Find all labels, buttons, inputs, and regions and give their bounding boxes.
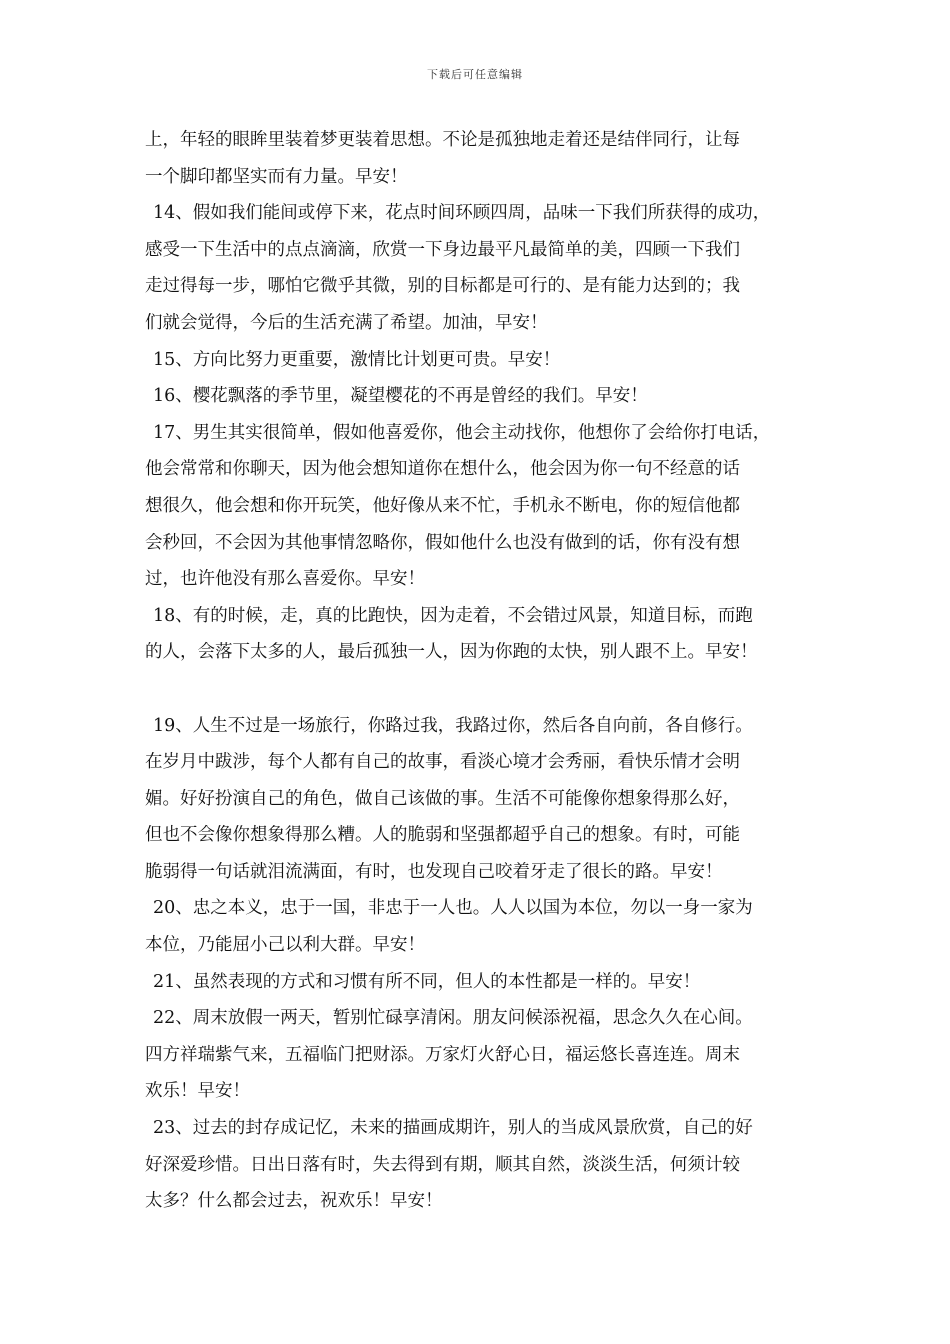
text-line: 23、过去的封存成记忆，未来的描画成期许，别人的当成风景欣赏，自己的好 xyxy=(153,1118,753,1139)
text-line: 在岁月中跋涉，每个人都有自己的故事，看淡心境才会秀丽，看快乐情才会明 xyxy=(145,752,740,773)
text-line: 20、忠之本义，忠于一国，非忠于一人也。人人以国为本位，勿以一身一家为 xyxy=(153,898,753,919)
text-line: 16、樱花飘落的季节里，凝望樱花的不再是曾经的我们。早安！ xyxy=(153,386,648,407)
text-line: 媚。好好扮演自己的角色，做自己该做的事。生活不可能像你想象得那么好， xyxy=(145,788,740,809)
text-line: 但也不会像你想象得那么糟。人的脆弱和坚强都超乎自己的想象。有时，可能 xyxy=(145,825,740,846)
text-line: 22、周末放假一两天，暂别忙碌享清闲。朋友问候添祝福，思念久久在心间。 xyxy=(153,1008,753,1029)
text-line: 19、人生不过是一场旅行，你路过我，我路过你，然后各自向前，各自修行。 xyxy=(153,715,753,736)
text-line: 过，也许他没有那么喜爱你。早安！ xyxy=(145,569,425,590)
text-line: 的人，会落下太多的人，最后孤独一人，因为你跑的太快，别人跟不上。早安！ xyxy=(145,642,758,663)
text-line: 四方祥瑞紫气来，五福临门把财添。万家灯火舒心日，福运悠长喜连连。周末 xyxy=(145,1044,740,1065)
blank-line xyxy=(145,671,825,708)
text-line: 们就会觉得，今后的生活充满了希望。加油，早安！ xyxy=(145,312,548,333)
text-line: 太多？什么都会过去，祝欢乐！早安！ xyxy=(145,1191,443,1212)
text-line: 会秒回，不会因为其他事情忽略你，假如他什么也没有做到的话，你有没有想 xyxy=(145,532,740,553)
text-line: 想很久，他会想和你开玩笑，他好像从来不忙，手机永不断电，你的短信他都 xyxy=(145,495,740,516)
text-line: 15、方向比努力更重要，激情比计划更可贵。早安！ xyxy=(153,349,561,370)
text-line: 好深爱珍惜。日出日落有时，失去得到有期，顺其自然，淡淡生活，何须计较 xyxy=(145,1154,740,1175)
text-line: 21、虽然表现的方式和习惯有所不同，但人的本性都是一样的。早安！ xyxy=(153,971,701,992)
page-header: 下载后可任意编辑 xyxy=(427,68,523,81)
text-line: 18、有的时候，走，真的比跑快，因为走着，不会错过风景，知道目标，而跑 xyxy=(153,605,753,626)
text-line: 上，年轻的眼眸里装着梦更装着思想。不论是孤独地走着还是结伴同行，让每 xyxy=(145,130,740,150)
text-line: 感受一下生活中的点点滴滴，欣赏一下身边最平凡最简单的美，四顾一下我们 xyxy=(145,239,740,260)
text-line: 本位，乃能屈小己以利大群。早安！ xyxy=(145,935,425,956)
text-line: 脆弱得一句话就泪流满面，有时，也发现自己咬着牙走了很长的路。早安！ xyxy=(145,861,723,882)
text-line: 欢乐！早安！ xyxy=(145,1081,250,1102)
text-line: 17、男生其实很简单，假如他喜爱你，他会主动找你，他想你了会给你打电话， xyxy=(153,422,771,443)
text-line: 走过得每一步，哪怕它微乎其微，别的目标都是可行的、是有能力达到的；我 xyxy=(145,276,740,297)
text-line: 他会常常和你聊天，因为他会想知道你在想什么，他会因为你一句不经意的话 xyxy=(145,459,740,480)
text-line: 14、假如我们能间或停下来，花点时间环顾四周，品味一下我们所获得的成功， xyxy=(153,203,771,224)
text-line: 一个脚印都坚实而有力量。早安！ xyxy=(145,166,408,187)
document-body xyxy=(145,122,825,1220)
